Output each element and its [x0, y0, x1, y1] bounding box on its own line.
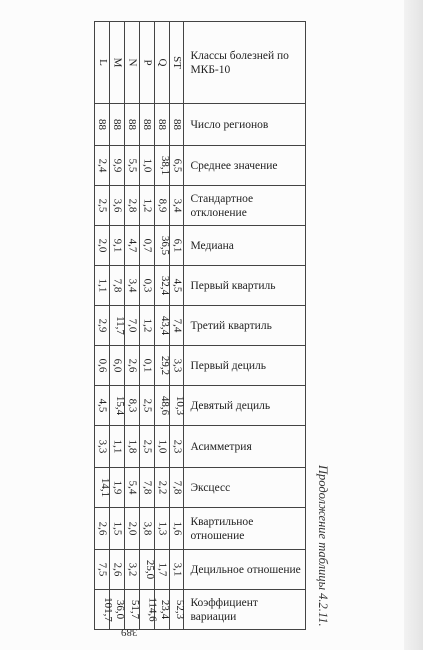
table-cell	[95, 550, 110, 590]
cell-value: 88	[170, 119, 183, 130]
table-row	[95, 508, 306, 550]
cell-value: 88	[111, 119, 124, 130]
cell-value: 38,1	[158, 155, 171, 176]
table-row	[95, 266, 306, 306]
table-cell	[109, 386, 127, 426]
cell-value: 7,4	[170, 318, 183, 333]
table-cell	[169, 146, 184, 186]
cell-value: 1,9	[111, 480, 124, 495]
cell-value: 14,1	[99, 477, 112, 498]
table-cell	[95, 146, 110, 186]
row-header: Классы болезней по МКБ-10	[184, 22, 306, 104]
table-cell	[95, 508, 110, 550]
cell-value: 1,1	[96, 278, 109, 293]
table-cell	[154, 426, 169, 468]
table-cell	[109, 468, 124, 508]
table-cell	[109, 22, 124, 104]
cell-value: 7,8	[170, 480, 183, 495]
table-cell	[139, 508, 154, 550]
table-cell	[109, 508, 124, 550]
cell-value: 88	[126, 119, 139, 130]
page-edge-shadow	[404, 0, 423, 650]
table-cell	[169, 346, 184, 386]
cell-value: 1,2	[141, 318, 154, 333]
cell-value: 2,0	[96, 238, 109, 253]
cell-value: 9,1	[111, 238, 124, 253]
table-cell	[154, 306, 169, 346]
cell-value: 4,7	[126, 238, 139, 253]
row-header: Медиана	[184, 226, 306, 266]
table-cell	[95, 22, 110, 104]
table-row	[95, 186, 306, 226]
table-cell	[154, 550, 169, 590]
cell-value: 1,0	[141, 158, 154, 173]
cell-value: 1,0	[156, 439, 169, 454]
table-cell	[154, 346, 169, 386]
cell-value: 7,5	[96, 562, 109, 577]
cell-value: 11,7	[113, 316, 126, 335]
row-header: Число регионов	[184, 104, 306, 146]
table-cell	[169, 550, 184, 590]
table-cell	[154, 186, 169, 226]
cell-value: 23,4	[158, 599, 171, 620]
cell-value: 88	[141, 119, 154, 130]
table-cell	[124, 468, 139, 508]
cell-value: 0,7	[141, 238, 154, 253]
table-cell	[109, 266, 124, 306]
table-row	[95, 104, 306, 146]
table-cell	[124, 104, 139, 146]
table-cell	[169, 508, 184, 550]
cell-value: 114,6	[146, 597, 159, 622]
table-cell	[169, 104, 184, 146]
cell-value: 2,5	[96, 198, 109, 213]
cell-value: 2,6	[126, 358, 139, 373]
cell-value: 2,2	[156, 480, 169, 495]
cell-value: 6,0	[111, 358, 124, 373]
table-cell	[139, 22, 154, 104]
table-cell	[109, 104, 124, 146]
table-cell	[109, 426, 124, 468]
table-cell	[154, 22, 169, 104]
cell-value: ST	[170, 56, 183, 69]
table-cell	[124, 186, 139, 226]
cell-value: 36,0	[114, 599, 127, 620]
cell-value: 3,8	[141, 521, 154, 536]
table-cell	[109, 550, 124, 590]
cell-value: Q	[156, 58, 169, 67]
cell-value: 101,7	[101, 597, 114, 622]
cell-value: M	[111, 57, 124, 68]
cell-value: 1,8	[126, 439, 139, 454]
table-cell	[109, 226, 124, 266]
table-cell	[109, 306, 124, 346]
table-cell	[169, 590, 184, 630]
table-cell	[169, 22, 184, 104]
cell-value: 0,6	[96, 358, 109, 373]
cell-value: 8,3	[126, 398, 139, 413]
row-header: Коэффициент вариации	[184, 590, 306, 630]
table-cell	[139, 386, 154, 426]
cell-value: 9,9	[111, 158, 124, 173]
cell-value: 6,1	[170, 238, 183, 253]
cell-value: 0,3	[141, 278, 154, 293]
table-cell	[124, 226, 139, 266]
table-caption: Продолжение таблицы 4.2.11.	[316, 465, 330, 627]
table-cell	[124, 22, 139, 104]
cell-value: 1,5	[111, 521, 124, 536]
cell-value: 43,4	[158, 315, 171, 336]
table-cell	[139, 266, 154, 306]
cell-value: 10,3	[173, 395, 186, 416]
table-cell	[95, 226, 110, 266]
cell-value: 1,7	[156, 562, 169, 577]
table-cell	[124, 146, 139, 186]
table-cell	[95, 186, 110, 226]
cell-value: 7,8	[111, 278, 124, 293]
cell-value: 2,3	[170, 439, 183, 454]
table-cell	[169, 186, 184, 226]
table-cell	[109, 146, 124, 186]
cell-value: 1,2	[141, 198, 154, 213]
cell-value: 5,4	[126, 480, 139, 495]
table-row	[95, 550, 306, 590]
cell-value: 3,2	[126, 562, 139, 577]
cell-value: 3,4	[170, 198, 183, 213]
row-header: Стандартное отклонение	[184, 186, 306, 226]
table-cell	[169, 426, 184, 468]
table-cell	[154, 508, 169, 550]
cell-value: 3,3	[96, 439, 109, 454]
table-cell	[124, 508, 139, 550]
cell-value: 2,5	[141, 439, 154, 454]
table-cell	[154, 226, 169, 266]
table-cell	[124, 550, 139, 590]
table-cell	[109, 346, 124, 386]
cell-value: 2,5	[141, 398, 154, 413]
cell-value: 2,0	[126, 521, 139, 536]
cell-value: N	[126, 58, 139, 67]
cell-value: 1,3	[156, 521, 169, 536]
cell-value: 6,5	[170, 158, 183, 173]
table-cell	[95, 346, 110, 386]
cell-value: 88	[156, 119, 169, 130]
row-header: Асимметрия	[184, 426, 306, 468]
cell-value: 3,4	[126, 278, 139, 293]
table-cell	[139, 306, 154, 346]
cell-value: 4,5	[96, 398, 109, 413]
table-cell	[169, 306, 184, 346]
table-row	[95, 468, 306, 508]
table-row	[95, 306, 306, 346]
table-cell	[154, 386, 169, 426]
data-table	[94, 21, 306, 630]
cell-value: 7,8	[141, 480, 154, 495]
row-header: Первый квартиль	[184, 266, 306, 306]
cell-value: 2,9	[96, 318, 109, 333]
table-cell	[95, 426, 110, 468]
row-header: Квартильное отношение	[184, 508, 306, 550]
cell-value: 4,5	[170, 278, 183, 293]
row-header: Третий квартиль	[184, 306, 306, 346]
row-header: Децильное отношение	[184, 550, 306, 590]
cell-value: 2,4	[96, 158, 109, 173]
cell-value: 36,5	[158, 235, 171, 256]
table-cell	[154, 146, 169, 186]
table-row	[95, 146, 306, 186]
cell-value: P	[141, 59, 154, 66]
page-number: 389	[121, 626, 138, 638]
cell-value: L	[96, 59, 109, 66]
cell-value: 1,6	[170, 521, 183, 536]
table-cell	[109, 186, 124, 226]
cell-value: 52,3	[173, 599, 186, 620]
cell-value: 8,9	[156, 198, 169, 213]
table-cell	[124, 386, 139, 426]
table-cell	[124, 266, 139, 306]
table-cell	[154, 104, 169, 146]
row-header: Первый дециль	[184, 346, 306, 386]
table-cell	[95, 266, 110, 306]
table-cell	[124, 590, 139, 630]
table-cell	[95, 590, 114, 630]
row-header: Девятый дециль	[184, 386, 306, 426]
table-cell	[139, 104, 154, 146]
table-cell	[139, 146, 154, 186]
table-cell	[154, 468, 169, 508]
cell-value: 51,7	[128, 599, 141, 620]
cell-value: 3,6	[111, 198, 124, 213]
table-row	[95, 22, 306, 104]
table-cell	[95, 468, 110, 508]
table-row	[95, 346, 306, 386]
table-cell	[139, 226, 154, 266]
row-header: Среднее значение	[184, 146, 306, 186]
cell-value: 5,5	[126, 158, 139, 173]
table-cell	[139, 346, 154, 386]
cell-value: 7,0	[126, 318, 139, 333]
table-cell	[139, 550, 154, 590]
cell-value: 32,4	[158, 275, 171, 296]
cell-value: 1,1	[111, 439, 124, 454]
row-header: Эксцесс	[184, 468, 306, 508]
table-cell	[139, 426, 154, 468]
table-cell	[124, 306, 139, 346]
table-cell	[169, 386, 184, 426]
cell-value: 29,2	[158, 355, 171, 376]
table-cell	[124, 426, 139, 468]
table-cell	[95, 306, 110, 346]
cell-value: 48,6	[158, 395, 171, 416]
table-cell	[139, 468, 154, 508]
cell-value: 0,1	[141, 358, 154, 373]
cell-value: 15,4	[114, 395, 127, 416]
cell-value: 2,6	[111, 562, 124, 577]
table-cell	[139, 186, 154, 226]
cell-value: 3,3	[170, 358, 183, 373]
cell-value: 2,6	[96, 521, 109, 536]
table-cell	[154, 266, 169, 306]
table-cell	[95, 104, 110, 146]
table-cell	[124, 346, 139, 386]
table-cell	[95, 386, 110, 426]
table-cell	[169, 226, 184, 266]
table-cell	[169, 266, 184, 306]
table-row	[95, 426, 306, 468]
cell-value: 2,8	[126, 198, 139, 213]
table-row	[95, 386, 306, 426]
cell-value: 25,0	[143, 559, 156, 580]
table-cell	[139, 590, 159, 630]
table-row	[95, 590, 306, 630]
cell-value: 88	[96, 119, 109, 130]
table-row	[95, 226, 306, 266]
cell-value: 3,1	[170, 562, 183, 577]
table-cell	[169, 468, 184, 508]
